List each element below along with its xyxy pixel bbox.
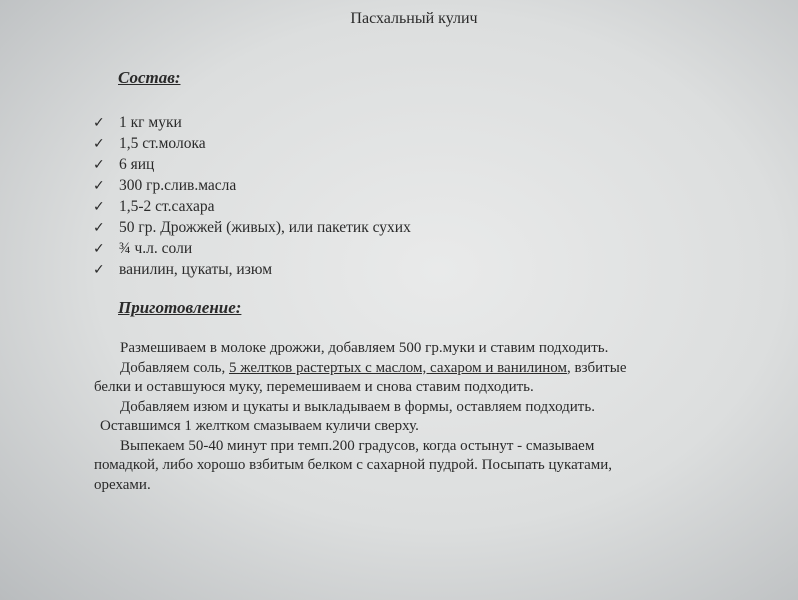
list-item: ✓ 1 кг муки xyxy=(93,112,411,133)
ingredients-heading: Состав: xyxy=(118,68,181,87)
list-item: ✓ 300 гр.слив.масла xyxy=(93,175,411,196)
checkmark-icon: ✓ xyxy=(93,157,105,173)
checkmark-icon: ✓ xyxy=(93,178,105,194)
paragraph-line: Добавляем соль, 5 желтков растертых с маслом, сахаром и ванилином, взбитые xyxy=(120,359,627,376)
preparation-heading: Приготовление: xyxy=(118,298,242,317)
checkmark-icon: ✓ xyxy=(93,241,105,257)
paragraph-line: белки и оставшуюся муку, перемешиваем и снова ставим подходить. xyxy=(94,379,534,395)
paragraph-line: Оставшимся 1 желтком смазываем куличи сверху. xyxy=(100,418,419,434)
checkmark-icon: ✓ xyxy=(93,115,105,131)
paragraph-line: орехами. xyxy=(94,476,151,493)
checkmark-icon: ✓ xyxy=(93,220,105,236)
paragraph-line: Выпекаем 50-40 минут при темп.200 градусов, когда остынут - смазываем xyxy=(120,437,595,454)
list-item: ✓ 1,5-2 ст.сахара xyxy=(93,196,411,217)
list-item: ✓ ¾ ч.л. соли xyxy=(93,238,411,259)
paragraph-line: Размешиваем в молоке дрожжи, добавляем 500 гр.муки и ставим подходить. xyxy=(120,340,609,356)
paragraph-line: Добавляем изюм и цукаты и выкладываем в формы, оставляем подходить. xyxy=(120,398,595,415)
ingredients-list xyxy=(93,112,411,280)
list-item: ✓ ванилин, цукаты, изюм xyxy=(93,259,411,280)
preparation-text xyxy=(94,339,724,495)
underlined-phrase: 5 желтков растертых с маслом, сахаром и ванилином xyxy=(228,359,568,376)
list-item: ✓ 1,5 ст.молока xyxy=(93,133,411,154)
document-title: Пасхальный кулич xyxy=(350,10,478,27)
list-item: ✓ 6 яиц xyxy=(93,154,411,175)
checkmark-icon: ✓ xyxy=(93,136,105,152)
checkmark-icon: ✓ xyxy=(93,199,105,215)
checkmark-icon: ✓ xyxy=(93,262,105,278)
paragraph-line: помадкой, либо хорошо взбитым белком с сахарной пудрой. Посыпать цукатами, xyxy=(94,457,613,473)
list-item: ✓ 50 гр. Дрожжей (живых), или пакетик сухих xyxy=(93,217,411,238)
